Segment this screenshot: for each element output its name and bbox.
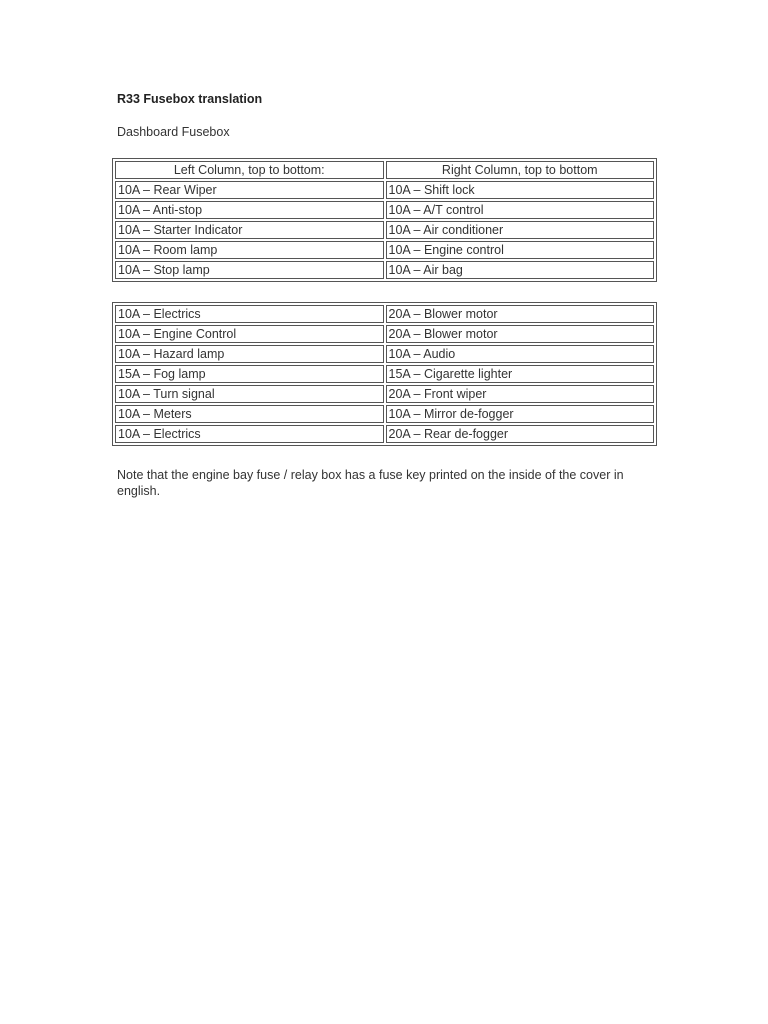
fuse-cell-right: 10A – Engine control: [386, 241, 655, 259]
fuse-cell-right: 10A – Audio: [386, 345, 655, 363]
table-row: [115, 201, 654, 219]
fuse-cell-right: 10A – Air bag: [386, 261, 655, 279]
fuse-cell-right: 10A – Mirror de-fogger: [386, 405, 655, 423]
fuse-cell-right: 10A – A/T control: [386, 201, 655, 219]
fuse-cell-left: 10A – Stop lamp: [115, 261, 384, 279]
fuse-cell-left: 10A – Electrics: [115, 425, 384, 443]
fuse-cell-left: 10A – Hazard lamp: [115, 345, 384, 363]
fuse-cell-left: 10A – Rear Wiper: [115, 181, 384, 199]
fuse-cell-left: 10A – Electrics: [115, 305, 384, 323]
fuse-cell-left: 10A – Starter Indicator: [115, 221, 384, 239]
table-header-row: [115, 161, 654, 179]
fuse-cell-left: 10A – Meters: [115, 405, 384, 423]
fuse-cell-left: 10A – Room lamp: [115, 241, 384, 259]
fuse-cell-right: 20A – Front wiper: [386, 385, 655, 403]
dashboard-fuse-table-upper: [112, 158, 657, 282]
document-title: R33 Fusebox translation: [117, 92, 263, 106]
fuse-cell-right: 15A – Cigarette lighter: [386, 365, 655, 383]
dashboard-fuse-table-lower: [112, 302, 657, 446]
table-row: [115, 221, 654, 239]
table-row: [115, 405, 654, 423]
table-row: [115, 181, 654, 199]
fuse-cell-right: 10A – Air conditioner: [386, 221, 655, 239]
fuse-cell-left: 10A – Anti-stop: [115, 201, 384, 219]
table-row: [115, 365, 654, 383]
table-row: [115, 345, 654, 363]
footnote: Note that the engine bay fuse / relay box has a fuse key printed on the inside of the cover in english.: [117, 468, 624, 498]
fuse-cell-right: 20A – Blower motor: [386, 305, 655, 323]
document-subtitle: Dashboard Fusebox: [117, 125, 230, 139]
table-row: [115, 261, 654, 279]
fuse-cell-left: 10A – Turn signal: [115, 385, 384, 403]
header-left-column: Left Column, top to bottom:: [115, 161, 384, 179]
table-row: [115, 385, 654, 403]
fuse-cell-right: 10A – Shift lock: [386, 181, 655, 199]
table-row: [115, 425, 654, 443]
fuse-cell-left: 10A – Engine Control: [115, 325, 384, 343]
fuse-cell-right: 20A – Rear de-fogger: [386, 425, 655, 443]
table-row: [115, 325, 654, 343]
fuse-cell-right: 20A – Blower motor: [386, 325, 655, 343]
header-right-column: Right Column, top to bottom: [386, 161, 655, 179]
table-row: [115, 305, 654, 323]
table-row: [115, 241, 654, 259]
fuse-cell-left: 15A – Fog lamp: [115, 365, 384, 383]
